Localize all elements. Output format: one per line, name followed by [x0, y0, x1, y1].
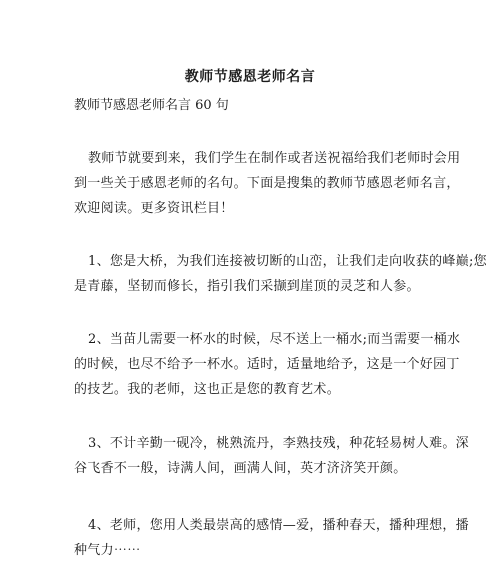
quote-3-line-1: 3、不计辛勤一砚冷，桃熟流丹，李熟技残，种花轻易树人难。深 [88, 436, 469, 451]
quote-3-line-2: 谷飞香不一般，诗满人间，画满人间，英才济济笑开颜。 [74, 461, 407, 476]
page-subtitle: 教师节感恩老师名言 60 句 [74, 98, 229, 113]
intro-line-1: 教师节就要到来，我们学生在制作或者送祝福给我们老师时会用 [88, 151, 461, 166]
quote-2-line-2: 的时候，也尽不给予一杯水。适时，适量地给予，这是一个好园丁 [74, 357, 460, 372]
quote-2-line-1: 2、当苗儿需要一杯水的时候，尽不送上一桶水;而当需要一桶水 [88, 332, 461, 347]
intro-line-3: 欢迎阅读。更多资讯栏目！ [74, 201, 234, 216]
quote-1-line-2: 是青藤，坚韧而修长，指引我们采撷到崖顶的灵芝和人参。 [74, 279, 420, 294]
quote-4-line-2: 种气力⋯⋯ [74, 543, 141, 558]
quote-2-line-3: 的技艺。我的老师，这也正是您的教育艺术。 [74, 382, 341, 397]
quote-1-line-1: 1、您是大桥，为我们连接被切断的山峦，让我们走向收获的峰巅;您 [88, 254, 487, 269]
page-title: 教师节感恩老师名言 [184, 69, 316, 85]
intro-line-2: 到一些关于感恩老师的名句。下面是搜集的教师节感恩老师名言， [74, 176, 460, 191]
quote-4-line-1: 4、老师，您用人类最崇高的感情—爱，播种春天，播种理想，播 [88, 518, 469, 533]
